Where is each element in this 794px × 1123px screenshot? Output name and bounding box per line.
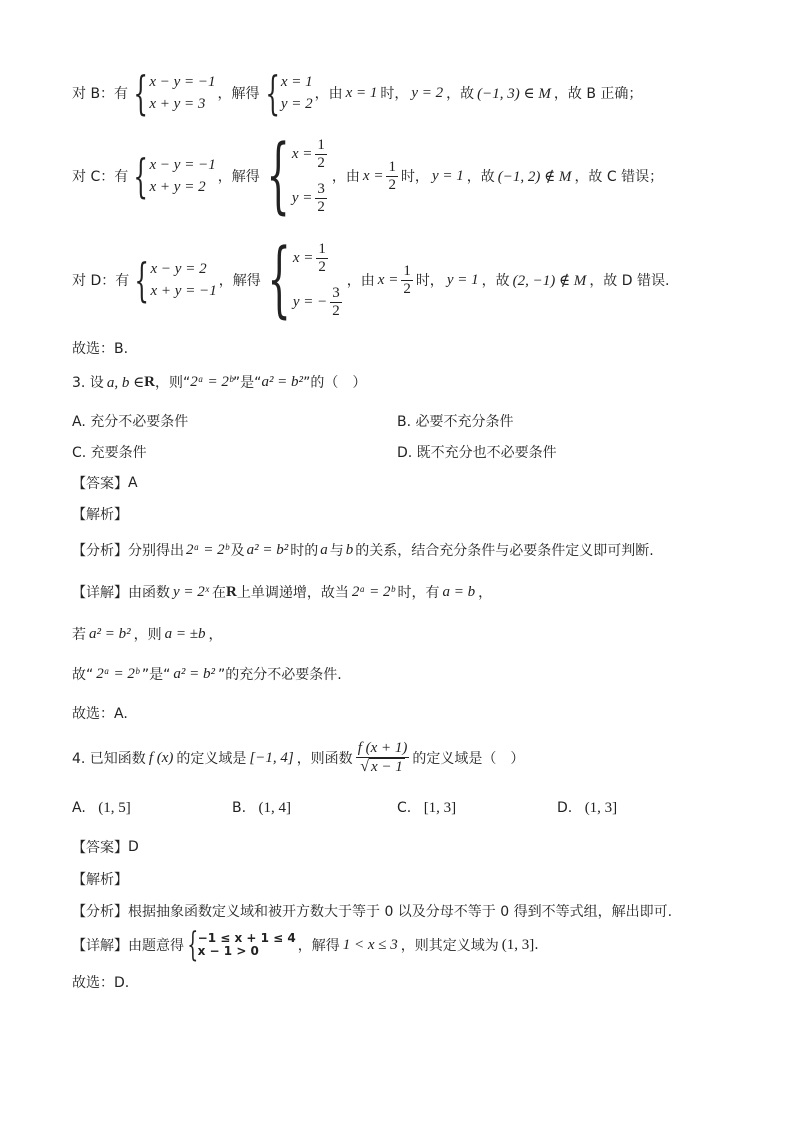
math: y = 1 <box>431 167 464 184</box>
text: 3. 设 <box>72 375 104 391</box>
math: y = <box>291 190 313 206</box>
math: x = <box>292 250 314 266</box>
math: x = 1 <box>345 84 378 101</box>
equation: x + y = 3 <box>149 96 206 112</box>
text: ，由 <box>331 169 360 185</box>
equation: x + y = −1 <box>150 283 217 299</box>
text: ，则函数 <box>296 751 353 767</box>
inequality-system <box>186 925 296 965</box>
detail-line-2 <box>72 624 222 644</box>
text: 分别得出 <box>128 543 184 559</box>
text: ，由 <box>314 86 343 102</box>
text: ，解得 <box>217 86 260 102</box>
text: ”是“ <box>232 375 262 391</box>
text: ，则其定义域为 <box>400 938 499 954</box>
math: b <box>345 541 354 558</box>
brace-icon: { <box>187 925 199 965</box>
text: 时的 <box>290 543 319 559</box>
math: 2ᵃ = 2ᵇ <box>186 541 229 558</box>
text: 故“ <box>72 667 94 683</box>
fenxi-tag: 【分析】 <box>72 904 128 920</box>
analysis-line <box>72 540 654 560</box>
brace-icon: { <box>267 232 291 327</box>
text: ，解得 <box>217 169 260 185</box>
math: a <box>320 541 328 558</box>
answer-tag: 【答案】 <box>72 840 128 856</box>
answer-value: D <box>128 839 139 855</box>
option-label: A. <box>72 800 86 816</box>
text: ，则“ <box>155 375 191 391</box>
fraction-denominator: 2 <box>403 280 411 297</box>
math: (−1, 2) ∉ M <box>497 168 572 185</box>
math: y = − <box>292 294 328 310</box>
fraction-numerator: 3 <box>317 180 325 197</box>
solution-system <box>262 66 313 120</box>
math: (1, 5] <box>98 800 131 816</box>
option-b <box>232 800 291 817</box>
text: 根据抽象函数定义域和被开方数大于等于 0 以及分母不等于 0 得到不等式组，解出即可. <box>128 904 673 920</box>
text: ，故 C 错误； <box>574 169 664 185</box>
answer-value: A <box>128 475 138 491</box>
solution-system <box>262 128 330 223</box>
inequality: x − 1 > 0 <box>197 944 259 958</box>
fenxi-tag: 【分析】 <box>72 543 128 559</box>
fraction-denominator: 2 <box>317 198 325 215</box>
math: a² = b² <box>261 373 304 390</box>
equation-system <box>130 149 216 203</box>
sqrt-icon: √ <box>360 758 370 775</box>
math: 2ᵃ = 2ᵇ <box>96 665 139 682</box>
math: a² = b² <box>246 541 289 558</box>
fraction-denominator: 2 <box>388 176 396 193</box>
inequality: −1 ≤ x + 1 ≤ 4 <box>197 931 296 945</box>
math: (2, −1) ∉ M <box>512 272 587 289</box>
solution-system <box>263 232 345 327</box>
text: . <box>534 937 539 953</box>
text: ，故 B 正确； <box>553 86 643 102</box>
math: R <box>226 583 237 600</box>
equation: x − y = −1 <box>149 157 216 173</box>
analysis-line <box>72 901 672 921</box>
text: 的定义域是（ ） <box>412 751 525 767</box>
option-c <box>397 800 456 817</box>
text: 及 <box>230 543 245 559</box>
fraction-numerator: 1 <box>317 136 325 153</box>
fraction-numerator: 1 <box>318 240 326 257</box>
text: 对 B：有 <box>72 86 129 102</box>
math: (−1, 3) ∈ M <box>477 85 551 102</box>
fraction-numerator: 3 <box>332 284 340 301</box>
text: 由题意得 <box>128 938 184 954</box>
analysis-tag: 【解析】 <box>72 507 128 523</box>
brace-icon: { <box>133 149 149 203</box>
text: 时，有 <box>397 585 440 601</box>
option-b: B. 必要不充分条件 <box>397 414 514 430</box>
math: x = <box>377 271 399 288</box>
text: ， <box>478 585 493 601</box>
fraction-denominator: 2 <box>332 302 340 319</box>
math: a² = b² <box>89 625 131 642</box>
math: x = <box>291 146 313 162</box>
text: 与 <box>329 543 344 559</box>
solution-line-d <box>72 232 670 327</box>
text: ，由 <box>346 273 375 289</box>
answer-line <box>72 837 139 857</box>
equation: x − y = −1 <box>149 74 216 90</box>
detail-line-3 <box>72 664 342 684</box>
solution-line-c <box>72 128 664 223</box>
text: ”的（ ） <box>303 375 367 391</box>
fraction-numerator: 1 <box>403 262 411 279</box>
equation: x = 1 <box>280 74 313 90</box>
choose-line: 故选：A. <box>72 706 128 722</box>
text: 时， <box>380 86 409 102</box>
text: ，故 <box>446 86 475 102</box>
equation: x − y = 2 <box>150 261 207 277</box>
detail-line-1 <box>72 582 492 602</box>
option-c: C. 充要条件 <box>72 445 147 461</box>
equation: y = 2 <box>280 96 313 112</box>
text: ，解得 <box>218 273 261 289</box>
fraction-denominator: 2 <box>317 154 325 171</box>
brace-icon: { <box>134 253 150 307</box>
math: (1, 3] <box>501 936 535 953</box>
math: y = 2ˣ <box>173 583 210 600</box>
option-d: D. 既不充分也不必要条件 <box>397 445 557 461</box>
detail-line-1 <box>72 925 539 965</box>
text: ，故 <box>466 169 495 185</box>
brace-icon: { <box>266 128 290 223</box>
text: ，解得 <box>297 938 340 954</box>
math: y = 1 <box>446 271 479 288</box>
math: a² = b² <box>173 665 216 682</box>
math: 2ᵃ = 2ᵇ <box>351 583 395 600</box>
fraction-denominator: x − 1 <box>371 759 403 775</box>
fraction-numerator: 1 <box>388 158 396 175</box>
fraction-numerator: f (x + 1) <box>357 740 408 756</box>
math: R <box>144 373 156 390</box>
text: 若 <box>72 627 86 643</box>
text: ，故 D 错误. <box>589 273 670 289</box>
math: f (x) <box>148 749 174 766</box>
math: (1, 3] <box>584 800 618 816</box>
text: ”是“ <box>141 667 171 683</box>
equation-system <box>130 66 216 120</box>
question-4-stem <box>72 740 524 776</box>
text: 时， <box>415 273 444 289</box>
fraction-denominator: 2 <box>318 258 326 275</box>
text: 的关系，结合充分条件与必要条件定义即可判断. <box>355 543 654 559</box>
text: 4. 已知函数 <box>72 751 146 767</box>
math: x = <box>362 167 384 184</box>
analysis-tag: 【解析】 <box>72 872 128 888</box>
option-label: D. <box>557 800 573 816</box>
choose-line: 故选：D. <box>72 975 130 991</box>
text: ，则 <box>133 627 162 643</box>
xiangjie-tag: 【详解】 <box>72 938 128 954</box>
option-label: C. <box>397 800 412 816</box>
equation-system <box>131 253 217 307</box>
math: [−1, 4] <box>249 749 294 766</box>
text: ， <box>208 627 223 643</box>
option-d <box>557 800 617 817</box>
option-label: B. <box>232 800 247 816</box>
option-a <box>72 800 131 817</box>
choose-line: 故选：B. <box>72 341 129 357</box>
math: [1, 3] <box>423 800 457 816</box>
text: 上单调递增，故当 <box>236 585 349 601</box>
answer-tag: 【答案】 <box>72 476 128 492</box>
math: 2ᵃ = 2ᵇ <box>190 373 233 390</box>
solution-line-b <box>72 66 643 120</box>
text: 的定义域是 <box>176 751 247 767</box>
fraction <box>356 740 410 776</box>
answer-line <box>72 473 138 493</box>
text: ，故 <box>481 273 510 289</box>
xiangjie-tag: 【详解】 <box>72 585 128 601</box>
math: a = b <box>442 583 476 600</box>
math: a = ±b <box>164 625 206 642</box>
math: (1, 4] <box>258 800 292 816</box>
equation: x + y = 2 <box>149 179 206 195</box>
text: 时， <box>400 169 429 185</box>
text: 对 C：有 <box>72 169 129 185</box>
brace-icon: { <box>133 66 149 120</box>
math: a, b ∈ <box>106 374 145 391</box>
brace-icon: { <box>264 66 280 120</box>
option-a: A. 充分不必要条件 <box>72 414 189 430</box>
math: y = 2 <box>411 84 444 101</box>
text: 由函数 <box>128 585 170 601</box>
question-3-stem <box>72 372 366 392</box>
math: 1 < x ≤ 3 <box>342 936 398 953</box>
text: 在 <box>212 585 227 601</box>
text: ”的充分不必要条件. <box>218 667 342 683</box>
text: 对 D：有 <box>72 273 130 289</box>
